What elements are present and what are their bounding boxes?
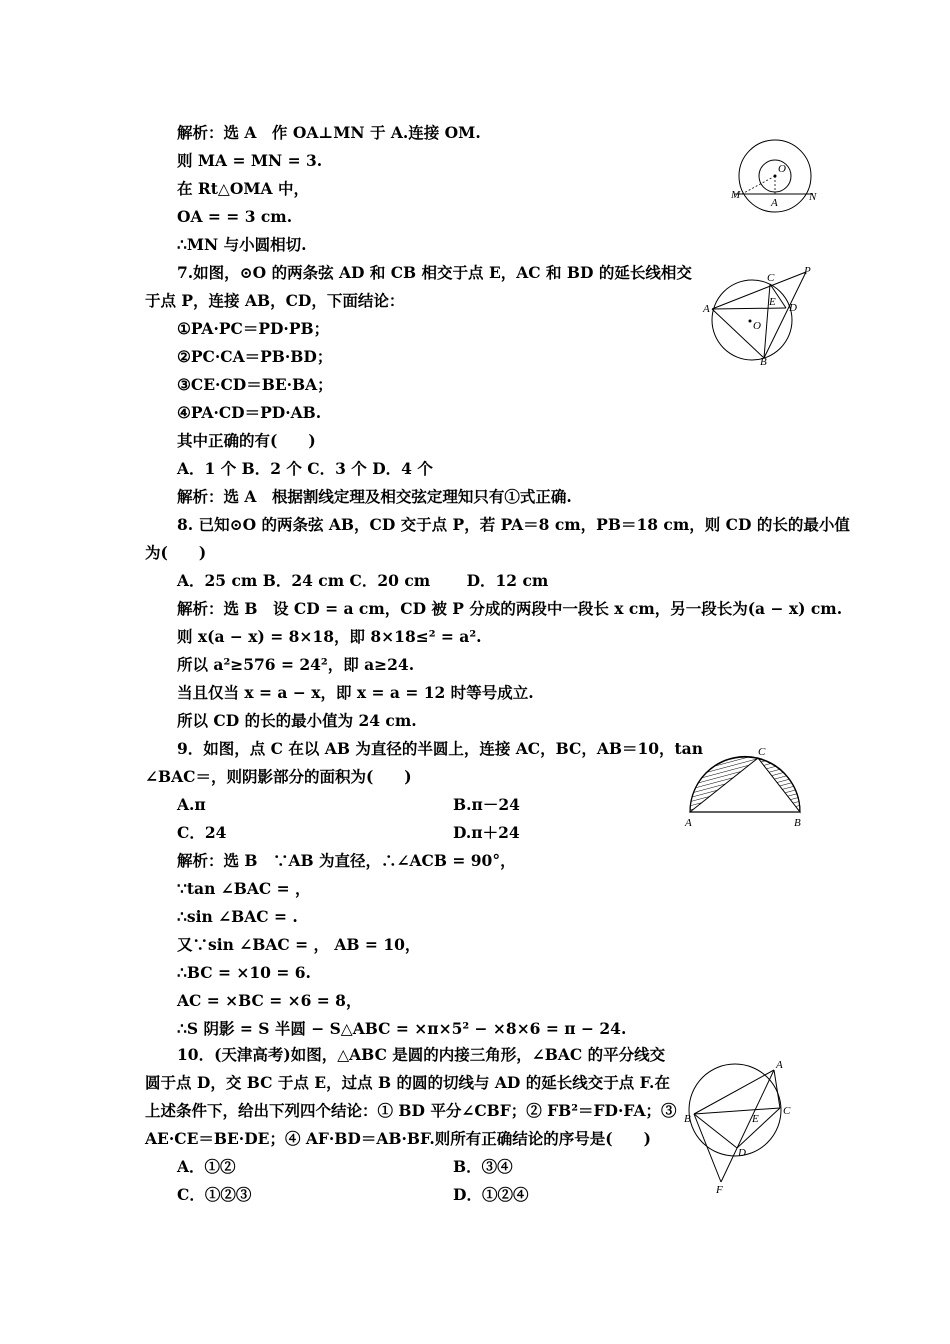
label-A: A bbox=[776, 1059, 783, 1071]
question-9-stem: 9．如图，点 C 在以 AB 为直径的半圆上，连接 AC，BC，AB＝10，tan bbox=[177, 739, 703, 758]
label-F: F bbox=[716, 1184, 723, 1196]
label-B: B bbox=[794, 817, 801, 829]
label-B: B bbox=[760, 356, 767, 368]
q8-options: A．25 cm B．24 cm C．20 cm D．12 cm bbox=[177, 571, 549, 590]
question-7-stem: 7.如图，⊙O 的两条弦 AD 和 CB 相交于点 E，AC 和 BD 的延长线相交 bbox=[177, 263, 692, 282]
label-D: D bbox=[789, 302, 797, 314]
label-P: P bbox=[804, 265, 811, 277]
question-8-stem-cont: 为( ) bbox=[145, 543, 207, 562]
label-A: A bbox=[703, 303, 710, 315]
q9-option-a: A.π bbox=[177, 795, 206, 814]
q9-solution-1: 解析：选 B ∵AB 为直径，∴∠ACB = 90°， bbox=[177, 851, 516, 870]
q8-solution-5: 所以 CD 的长的最小值为 24 cm. bbox=[177, 711, 417, 730]
q8-solution-4: 当且仅当 x = a − x，即 x = a = 12 时等号成立. bbox=[177, 683, 534, 702]
q8-solution-3: 所以 a²≥576 = 24²，即 a≥24. bbox=[177, 655, 415, 674]
q7-statement-3: ③CE·CD＝BE·BA； bbox=[177, 375, 333, 394]
figure-chords-secants bbox=[700, 262, 820, 370]
label-C: C bbox=[783, 1105, 791, 1117]
figure-concentric-circles bbox=[725, 140, 825, 215]
question-10-stem: 10．(天津高考)如图，△ABC 是圆的内接三角形，∠BAC 的平分线交 bbox=[177, 1045, 666, 1064]
label-O: O bbox=[778, 163, 786, 175]
q9-solution-6: AC = ×BC = ×6 = 8， bbox=[177, 991, 362, 1010]
q9-option-d: D.π＋24 bbox=[453, 823, 520, 842]
q7-statement-1: ①PA·PC＝PD·PB； bbox=[177, 319, 330, 338]
question-10-stem-3: 上述条件下，给出下列四个结论：① BD 平分∠CBF；② FB²＝FD·FA；③ bbox=[145, 1101, 677, 1120]
question-8-stem: 8. 已知⊙O 的两条弦 AB，CD 交于点 P，若 PA＝8 cm，PB＝18 cm，则 CD 的长的最小值 bbox=[177, 515, 850, 534]
solution-6-line-5: ∴MN 与小圆相切. bbox=[177, 235, 307, 254]
figure-inscribed-triangle bbox=[680, 1050, 800, 1200]
q9-solution-4: 又∵sin ∠BAC = ， AB = 10， bbox=[177, 935, 421, 954]
question-10-stem-2: 圆于点 D，交 BC 于点 E，过点 B 的圆的切线与 AD 的延长线交于点 F.在 bbox=[145, 1073, 670, 1092]
q9-solution-7: ∴S 阴影 = S 半圆 − S△ABC = ×π×5² − ×8×6 = π − 24. bbox=[177, 1019, 627, 1038]
q7-prompt: 其中正确的有( ) bbox=[177, 431, 316, 450]
solution-6-line-1: 解析：选 A 作 OA⊥MN 于 A.连接 OM. bbox=[177, 123, 481, 142]
solution-6-line-2: 则 MA = MN = 3. bbox=[177, 151, 323, 170]
question-10-stem-4: AE·CE＝BE·DE；④ AF·BD＝AB·BF.则所有正确结论的序号是( ) bbox=[145, 1129, 651, 1148]
q10-option-c: C．①②③ bbox=[177, 1185, 252, 1204]
label-B: B bbox=[684, 1113, 691, 1125]
question-9-stem-cont: ∠BAC＝，则阴影部分的面积为( ) bbox=[145, 767, 412, 786]
label-N: N bbox=[809, 191, 817, 203]
label-A: A bbox=[771, 197, 778, 209]
q9-solution-2: ∵tan ∠BAC = ， bbox=[177, 879, 311, 898]
label-O: O bbox=[753, 320, 761, 332]
label-A: A bbox=[685, 817, 692, 829]
q7-options: A．1 个 B．2 个 C．3 个 D．4 个 bbox=[177, 459, 433, 478]
label-E: E bbox=[752, 1113, 759, 1125]
q10-option-b: B．③④ bbox=[453, 1157, 513, 1176]
label-E: E bbox=[769, 296, 776, 308]
label-D: D bbox=[738, 1147, 746, 1159]
q8-solution-2: 则 x(a − x) = 8×18，即 8×18≤² = a². bbox=[177, 627, 482, 646]
question-7-stem-cont: 于点 P，连接 AB，CD，下面结论： bbox=[145, 291, 405, 310]
solution-6-line-3: 在 Rt△OMA 中， bbox=[177, 179, 309, 198]
q7-statement-2: ②PC·CA＝PB·BD； bbox=[177, 347, 333, 366]
q8-solution-1: 解析：选 B 设 CD = a cm，CD 被 P 分成的两段中一段长 x cm，另一段长为(a − x) cm. bbox=[177, 599, 843, 618]
label-C: C bbox=[758, 746, 766, 758]
q9-solution-5: ∴BC = ×10 = 6. bbox=[177, 963, 311, 982]
solution-6-line-4: OA = = 3 cm. bbox=[177, 207, 293, 226]
q10-option-d: D．①②④ bbox=[453, 1185, 529, 1204]
label-M: M bbox=[731, 189, 741, 201]
q7-statement-4: ④PA·CD＝PD·AB. bbox=[177, 403, 322, 422]
q10-option-a: A．①② bbox=[177, 1157, 236, 1176]
q7-solution: 解析：选 A 根据割线定理及相交弦定理知只有①式正确. bbox=[177, 487, 572, 506]
figure-semicircle bbox=[680, 742, 810, 832]
q9-option-c: C．24 bbox=[177, 823, 227, 842]
q9-option-b: B.π－24 bbox=[453, 795, 520, 814]
label-C: C bbox=[767, 272, 775, 284]
q9-solution-3: ∴sin ∠BAC = . bbox=[177, 907, 298, 926]
